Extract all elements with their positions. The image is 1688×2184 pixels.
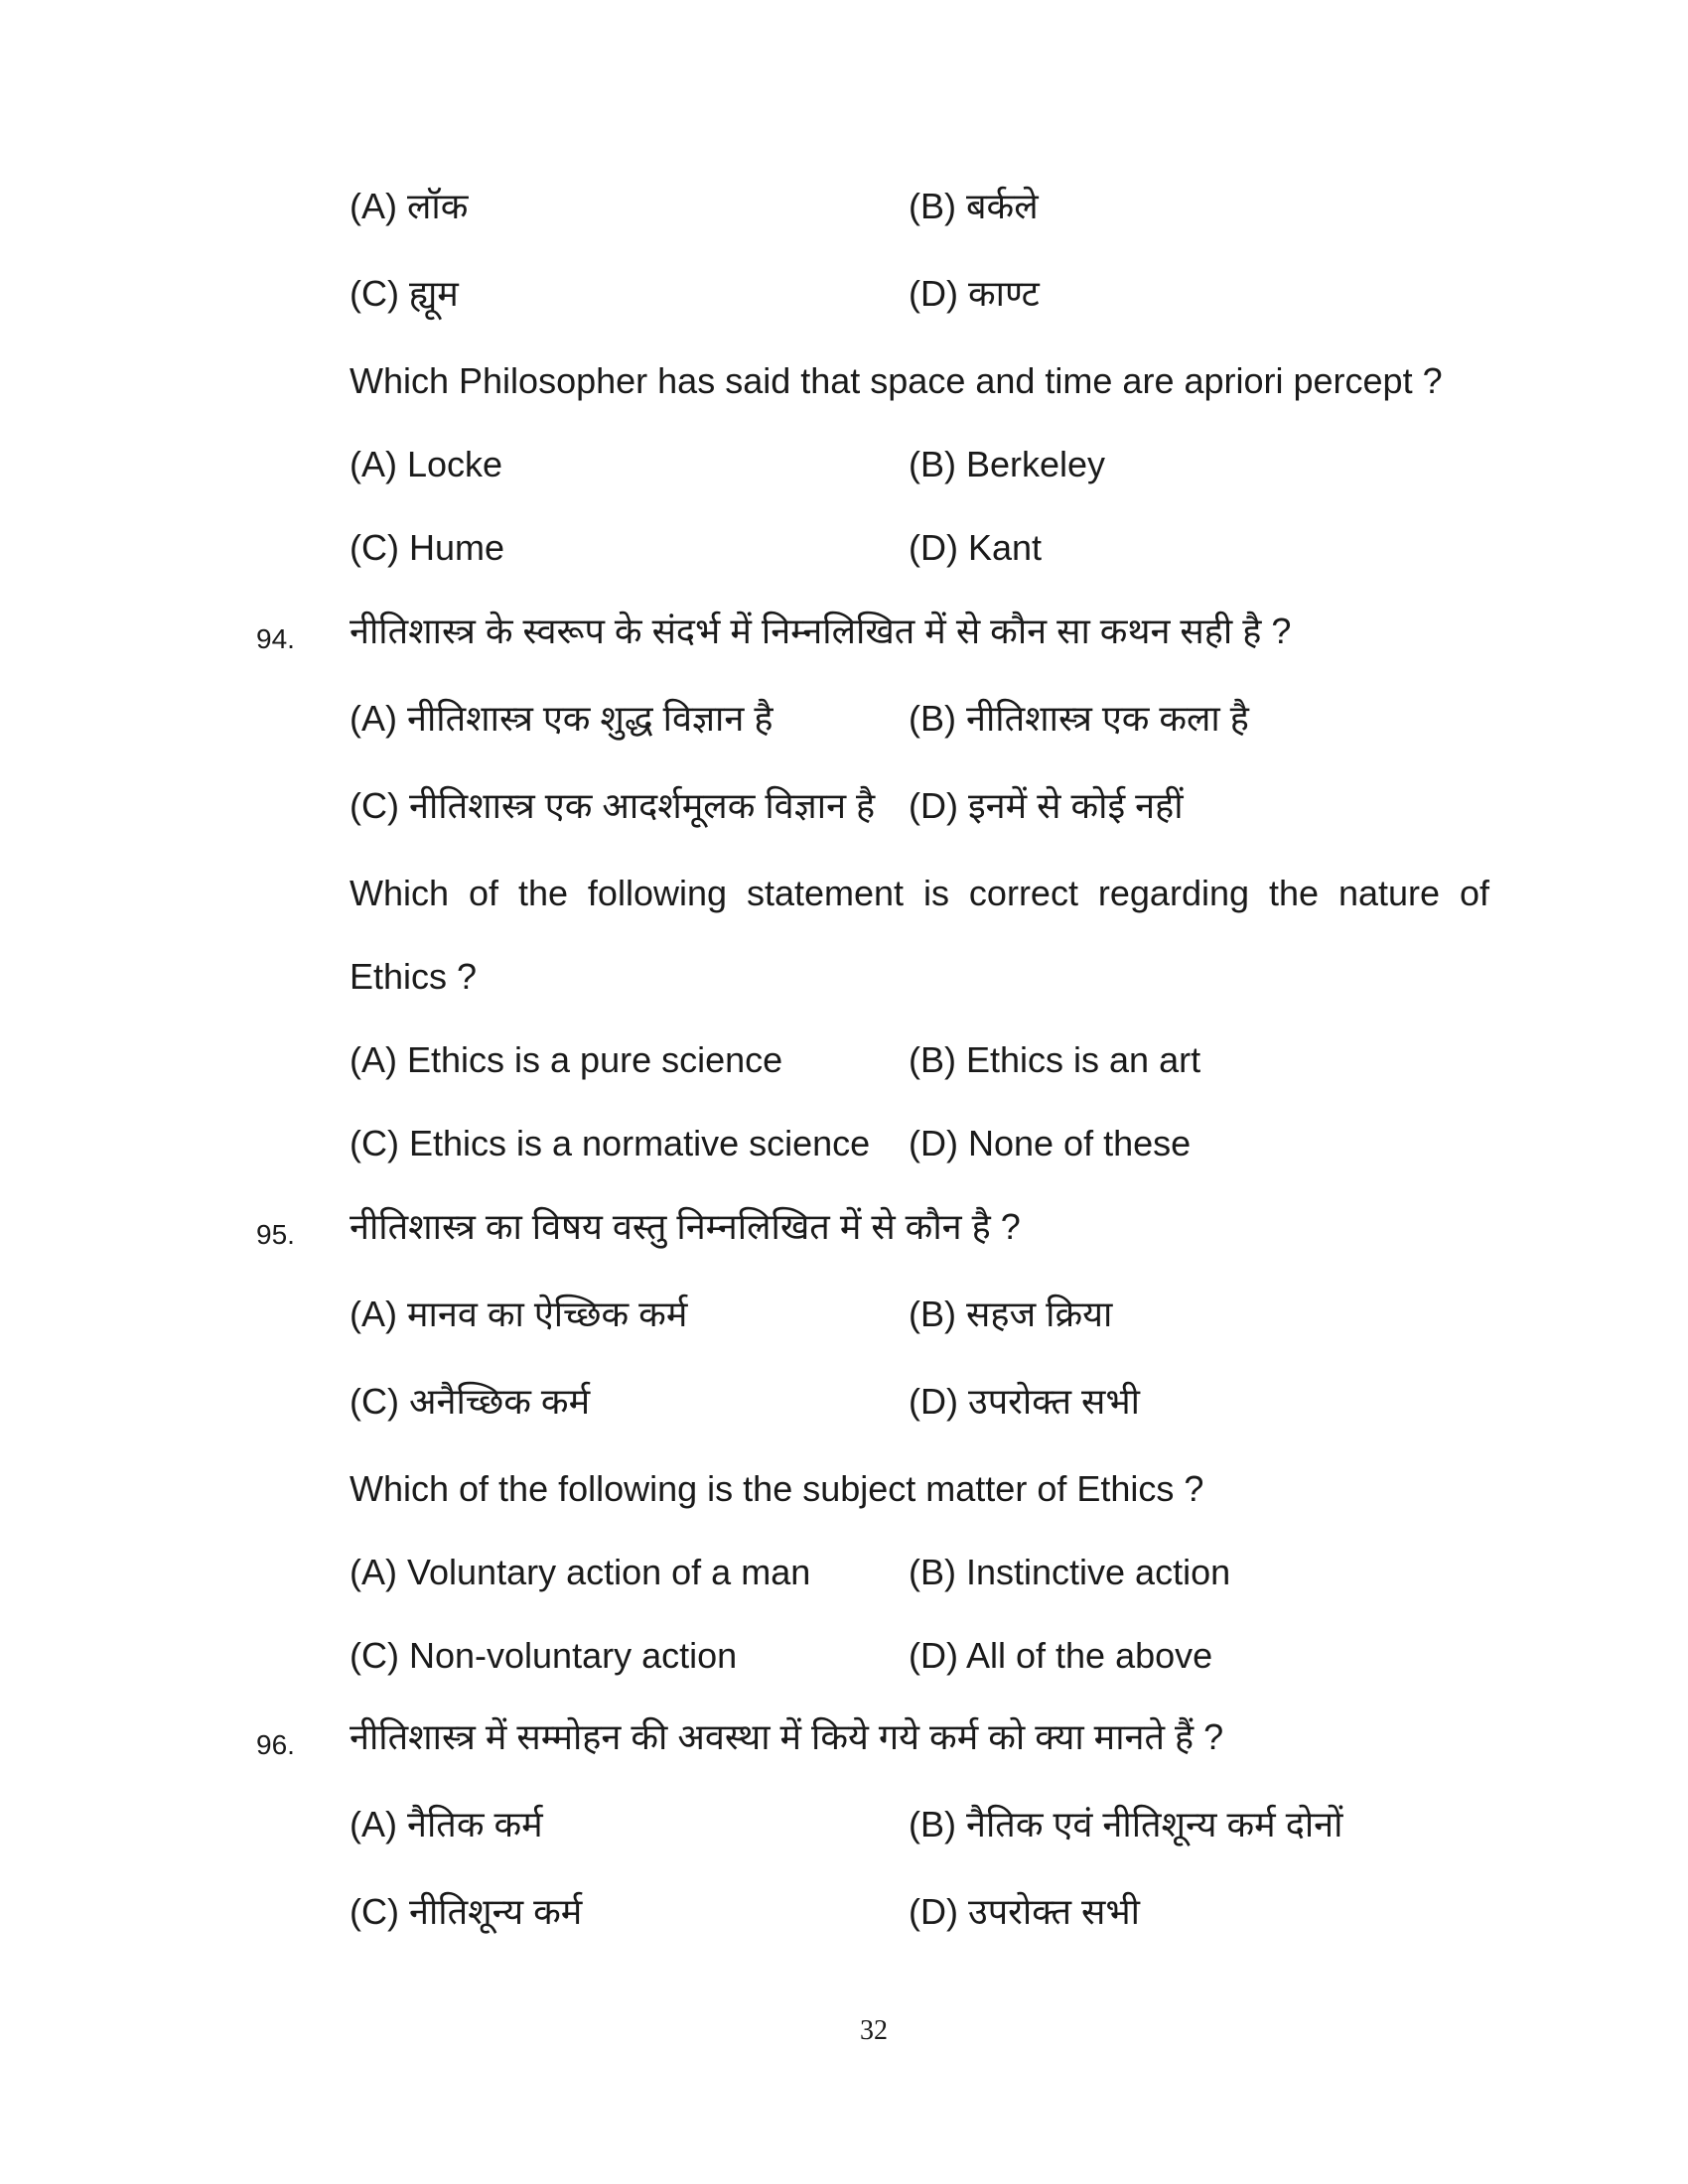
q95-hi-option-c: (C) अनैच्छिक कर्म bbox=[350, 1381, 591, 1422]
q94-en-question-line1: Which of the following statement is correct regarding the nature of bbox=[350, 873, 1489, 913]
q93-hi-option-b: (B) बर्कले bbox=[909, 186, 1039, 226]
q94-en-option-a: (A) Ethics is a pure science bbox=[350, 1039, 783, 1080]
q94-en-option-c: (C) Ethics is a normative science bbox=[350, 1123, 871, 1163]
q93-hi-option-c: (C) ह्यूम bbox=[350, 273, 459, 314]
q96-hi-option-c: (C) नीतिशून्य कर्म bbox=[350, 1891, 583, 1932]
q95-hi-option-b: (B) सहज क्रिया bbox=[909, 1294, 1113, 1334]
q95-number: 95. bbox=[256, 1219, 295, 1250]
q95-hi-question: नीतिशास्त्र का विषय वस्तु निम्नलिखित में से कौन है ? bbox=[350, 1206, 1021, 1247]
q94-hi-option-c: (C) नीतिशास्त्र एक आदर्शमूलक विज्ञान है bbox=[350, 785, 876, 826]
q93-hi-option-d: (D) काण्ट bbox=[909, 273, 1040, 314]
q96-number: 96. bbox=[256, 1729, 295, 1760]
q95-hi-option-a: (A) मानव का ऐच्छिक कर्म bbox=[350, 1294, 688, 1334]
q95-hi-option-d: (D) उपरोक्त सभी bbox=[909, 1381, 1140, 1422]
q95-en-option-a: (A) Voluntary action of a man bbox=[350, 1552, 811, 1592]
q93-en-option-a: (A) Locke bbox=[350, 444, 503, 484]
q93-en-option-d: (D) Kant bbox=[909, 527, 1043, 568]
q94-number: 94. bbox=[256, 623, 295, 654]
q96-hi-option-a: (A) नैतिक कर्म bbox=[350, 1804, 543, 1844]
q94-en-option-b: (B) Ethics is an art bbox=[909, 1039, 1201, 1080]
q93-en-option-c: (C) Hume bbox=[350, 527, 505, 568]
q95-en-question: Which of the following is the subject matter of Ethics ? bbox=[350, 1468, 1204, 1509]
q94-en-question-line2: Ethics ? bbox=[350, 956, 478, 997]
q96-hi-option-d: (D) उपरोक्त सभी bbox=[909, 1891, 1140, 1932]
q94-hi-option-d: (D) इनमें से कोई नहीं bbox=[909, 785, 1184, 826]
q94-en-option-d: (D) None of these bbox=[909, 1123, 1192, 1163]
q95-en-option-d: (D) All of the above bbox=[909, 1635, 1213, 1676]
q93-en-option-b: (B) Berkeley bbox=[909, 444, 1106, 484]
q95-en-option-c: (C) Non-voluntary action bbox=[350, 1635, 738, 1676]
page-number: 32 bbox=[860, 2015, 888, 2046]
q94-hi-option-a: (A) नीतिशास्त्र एक शुद्ध विज्ञान है bbox=[350, 698, 774, 739]
q96-hi-question: नीतिशास्त्र में सम्मोहन की अवस्था में किये गये कर्म को क्या मानते हैं ? bbox=[350, 1716, 1224, 1757]
q94-hi-option-b: (B) नीतिशास्त्र एक कला है bbox=[909, 698, 1249, 739]
q93-hi-option-a: (A) लॉक bbox=[350, 186, 469, 226]
q95-en-option-b: (B) Instinctive action bbox=[909, 1552, 1231, 1592]
q93-en-question: Which Philosopher has said that space and time are apriori percept ? bbox=[350, 360, 1443, 401]
q96-hi-option-b: (B) नैतिक एवं नीतिशून्य कर्म दोनों bbox=[909, 1804, 1343, 1844]
q94-hi-question: नीतिशास्त्र के स्वरूप के संदर्भ में निम्नलिखित में से कौन सा कथन सही है ? bbox=[350, 611, 1292, 651]
